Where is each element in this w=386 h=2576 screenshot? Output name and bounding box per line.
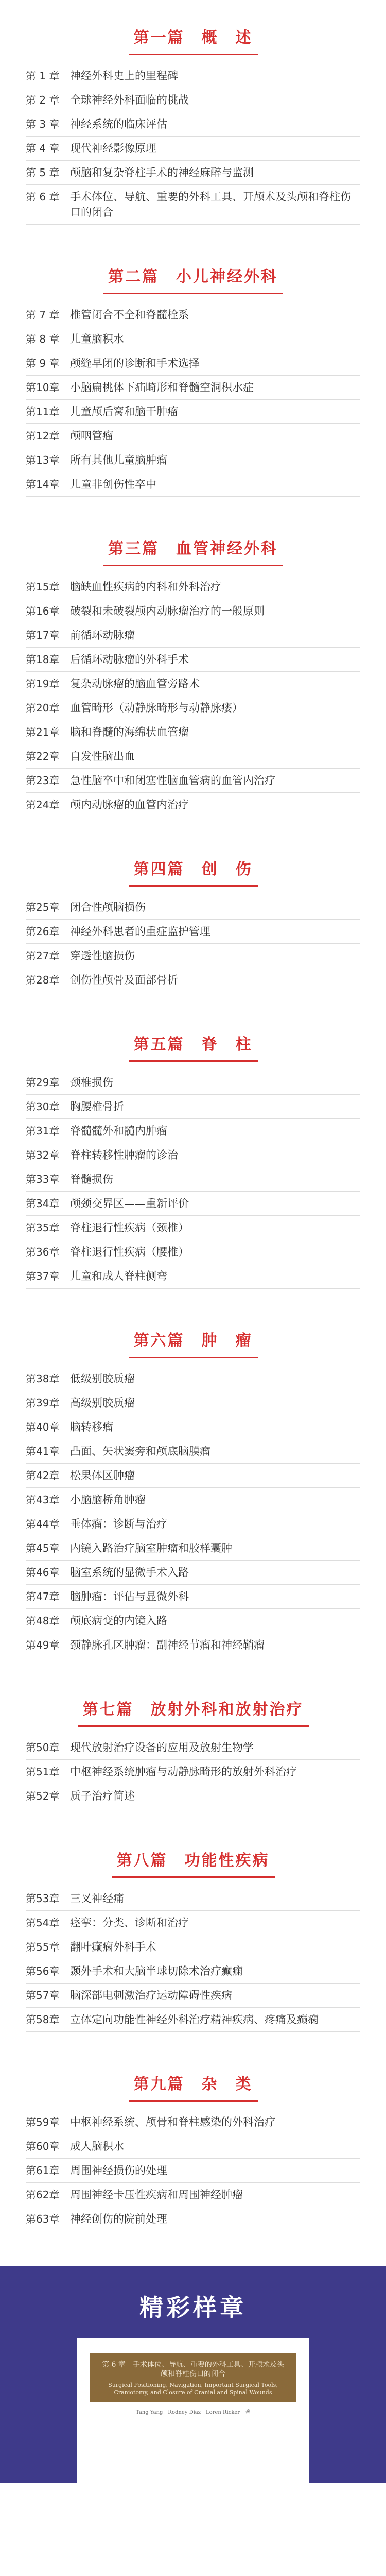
- sample-chapters-section: [0, 2266, 386, 2483]
- chapter-title: 脑和脊髓的海绵状血管瘤: [70, 726, 189, 738]
- chapter-number: 第 8 章: [26, 333, 60, 345]
- toc-part: [0, 260, 386, 497]
- chapter-row[interactable]: [26, 1561, 360, 1585]
- chapter-row[interactable]: [26, 1439, 360, 1464]
- chapter-title: 小脑扁桃体下疝畸形和脊髓空洞积水症: [70, 381, 254, 394]
- chapter-row[interactable]: [26, 968, 360, 992]
- toc-part: [0, 1843, 386, 2032]
- sample-page-preview[interactable]: [77, 2338, 309, 2483]
- chapter-title: 中枢神经系统肿瘤与动静脉畸形的放射外科治疗: [70, 1766, 297, 1778]
- part-heading: [0, 260, 386, 294]
- part-heading: [0, 1843, 386, 1877]
- chapter-number: 第28章: [26, 974, 60, 986]
- chapter-title: 脊髓损伤: [70, 1173, 113, 1185]
- chapter-row[interactable]: [26, 1911, 360, 1935]
- chapter-number: 第51章: [26, 1766, 60, 1778]
- chapter-title: 颅咽管瘤: [70, 430, 113, 442]
- chapter-title: 复杂动脉瘤的脑血管旁路术: [70, 677, 200, 690]
- chapter-list: [26, 1887, 360, 2032]
- chapter-title: 小脑脑桥角肿瘤: [70, 1494, 146, 1506]
- chapter-row[interactable]: [26, 1415, 360, 1439]
- chapter-number: 第23章: [26, 774, 60, 787]
- chapter-row[interactable]: [26, 1240, 360, 1264]
- chapter-row[interactable]: [26, 720, 360, 744]
- chapter-number: 第56章: [26, 1965, 60, 1977]
- chapter-title: 三叉神经痛: [70, 1892, 124, 1905]
- chapter-row[interactable]: [26, 1512, 360, 1536]
- chapter-number: 第 1 章: [26, 70, 60, 82]
- chapter-row[interactable]: [26, 2207, 360, 2231]
- chapter-title: 低级别胶质瘤: [70, 1372, 135, 1385]
- chapter-title: 周围神经卡压性疾病和周围神经肿瘤: [70, 2189, 243, 2201]
- chapter-title: 后循环动脉瘤的外科手术: [70, 653, 189, 666]
- chapter-row[interactable]: [26, 920, 360, 944]
- chapter-row[interactable]: [26, 2183, 360, 2207]
- part-title: 第九篇 杂 类: [129, 2067, 258, 2102]
- chapter-number: 第14章: [26, 478, 60, 490]
- chapter-row[interactable]: [26, 944, 360, 968]
- chapter-title: 闭合性颅脑损伤: [70, 901, 146, 913]
- toc-part: [0, 2067, 386, 2231]
- chapter-title: 儿童颅后窝和脑干肿瘤: [70, 405, 178, 418]
- chapter-title: 颈静脉孔区肿瘤：副神经节瘤和神经鞘瘤: [70, 1639, 265, 1651]
- chapter-number: 第12章: [26, 430, 60, 442]
- chapter-number: 第34章: [26, 1197, 60, 1210]
- chapter-row[interactable]: [26, 599, 360, 623]
- chapter-number: 第18章: [26, 653, 60, 666]
- chapter-row[interactable]: [26, 2159, 360, 2183]
- chapter-row[interactable]: [26, 623, 360, 648]
- chapter-title: 神经创伤的院前处理: [70, 2213, 167, 2225]
- part-heading: [0, 21, 386, 55]
- chapter-row[interactable]: [26, 1536, 360, 1561]
- chapter-title: 成人脑积水: [70, 2140, 124, 2153]
- chapter-title: 脑转移瘤: [70, 1421, 113, 1433]
- chapter-row[interactable]: [26, 1464, 360, 1488]
- samples-title: 精彩样章: [139, 2294, 247, 2321]
- chapter-row[interactable]: [26, 1736, 360, 1760]
- chapter-row[interactable]: [26, 303, 360, 327]
- chapter-row[interactable]: [26, 1609, 360, 1633]
- chapter-row[interactable]: [26, 1264, 360, 1289]
- chapter-number: 第35章: [26, 1222, 60, 1234]
- chapter-row[interactable]: [26, 2008, 360, 2032]
- chapter-number: 第16章: [26, 605, 60, 617]
- chapter-row[interactable]: [26, 1143, 360, 1167]
- chapter-list: [26, 1367, 360, 1657]
- part-heading: [0, 852, 386, 886]
- toc-part: [0, 1027, 386, 1289]
- chapter-row[interactable]: [26, 1167, 360, 1192]
- toc-part: [0, 1324, 386, 1657]
- chapter-row[interactable]: [26, 88, 360, 112]
- chapter-number: 第58章: [26, 2013, 60, 2026]
- chapter-row[interactable]: [26, 1095, 360, 1119]
- chapter-number: 第55章: [26, 1941, 60, 1953]
- chapter-number: 第61章: [26, 2164, 60, 2177]
- chapter-number: 第37章: [26, 1270, 60, 1282]
- chapter-list: [26, 575, 360, 817]
- chapter-number: 第 9 章: [26, 357, 60, 369]
- chapter-title: 手术体位、导航、重要的外科工具、开颅术及头颅和脊柱伤口的闭合: [70, 191, 351, 218]
- chapter-number: 第 5 章: [26, 166, 60, 179]
- chapter-title: 儿童和成人脊柱侧弯: [70, 1270, 167, 1282]
- chapter-row[interactable]: [26, 1192, 360, 1216]
- chapter-title: 破裂和未破裂颅内动脉瘤治疗的一般原则: [70, 605, 265, 617]
- chapter-row[interactable]: [26, 793, 360, 817]
- chapter-row[interactable]: [26, 696, 360, 720]
- chapter-title: 立体定向功能性神经外科治疗精神疾病、疼痛及癫痫: [70, 2013, 319, 2026]
- part-title: 第五篇 脊 柱: [129, 1027, 258, 1062]
- chapter-number: 第39章: [26, 1397, 60, 1409]
- chapter-number: 第63章: [26, 2213, 60, 2225]
- chapter-title: 颅脑和复杂脊柱手术的神经麻醉与监测: [70, 166, 254, 179]
- chapter-number: 第62章: [26, 2189, 60, 2201]
- chapter-title: 脑肿瘤：评估与显微外科: [70, 1590, 189, 1603]
- chapter-number: 第26章: [26, 925, 60, 938]
- sample-chapter-title-cn: 第 6 章 手术体位、导航、重要的外科工具、开颅术及头颅和脊柱伤口的闭合: [102, 2361, 284, 2378]
- chapter-number: 第30章: [26, 1100, 60, 1113]
- chapter-list: [26, 64, 360, 225]
- chapter-title: 神经外科史上的里程碑: [70, 70, 178, 82]
- chapter-title: 脊柱退行性疾病（腰椎）: [70, 1246, 189, 1258]
- chapter-number: 第 3 章: [26, 118, 60, 130]
- chapter-number: 第 2 章: [26, 94, 60, 106]
- chapter-number: 第49章: [26, 1639, 60, 1651]
- chapter-title: 翻叶癫痫外科手术: [70, 1941, 156, 1953]
- chapter-row[interactable]: [26, 400, 360, 424]
- chapter-title: 血管畸形（动静脉畸形与动静脉瘘）: [70, 702, 243, 714]
- chapter-title: 颅底病变的内镜入路: [70, 1615, 167, 1627]
- chapter-title: 质子治疗简述: [70, 1790, 135, 1802]
- chapter-number: 第57章: [26, 1989, 60, 2002]
- chapter-title: 儿童脑积水: [70, 333, 124, 345]
- chapter-row[interactable]: [26, 1760, 360, 1784]
- part-title: 第七篇 放射外科和放射治疗: [78, 1692, 309, 1727]
- chapter-title: 脑室系统的显微手术入路: [70, 1566, 189, 1579]
- chapter-number: 第36章: [26, 1246, 60, 1258]
- chapter-number: 第22章: [26, 750, 60, 762]
- part-title: 第二篇 小儿神经外科: [103, 260, 283, 294]
- chapter-title: 颅颈交界区——重新评价: [70, 1197, 189, 1210]
- chapter-title: 自发性脑出血: [70, 750, 135, 762]
- chapter-title: 脊髓髓外和髓内肿瘤: [70, 1125, 167, 1137]
- part-heading: [0, 1692, 386, 1726]
- part-title: 第六篇 肿 瘤: [129, 1324, 258, 1358]
- chapter-title: 脊柱退行性疾病（颈椎）: [70, 1222, 189, 1234]
- chapter-title: 穿透性脑损伤: [70, 950, 135, 962]
- chapter-title: 现代神经影像原理: [70, 142, 156, 155]
- toc-part: [0, 532, 386, 817]
- part-title: 第一篇 概 述: [129, 21, 258, 55]
- chapter-row[interactable]: [26, 1119, 360, 1143]
- chapter-title: 松果体区肿瘤: [70, 1469, 135, 1482]
- chapter-row[interactable]: [26, 2134, 360, 2159]
- chapter-title: 周围神经损伤的处理: [70, 2164, 167, 2177]
- chapter-number: 第19章: [26, 677, 60, 690]
- chapter-number: 第21章: [26, 726, 60, 738]
- chapter-number: 第53章: [26, 1892, 60, 1905]
- part-heading: [0, 1324, 386, 1358]
- chapter-list: [26, 2110, 360, 2231]
- chapter-title: 急性脑卒中和闭塞性脑血管病的血管内治疗: [70, 774, 275, 787]
- chapter-number: 第45章: [26, 1542, 60, 1554]
- chapter-title: 椎管闭合不全和脊髓栓系: [70, 309, 189, 321]
- chapter-title: 脑缺血性疾病的内科和外科治疗: [70, 581, 221, 593]
- chapter-row[interactable]: [26, 1887, 360, 1911]
- chapter-number: 第54章: [26, 1917, 60, 1929]
- chapter-title: 高级别胶质瘤: [70, 1397, 135, 1409]
- toc-part: [0, 852, 386, 992]
- chapter-number: 第50章: [26, 1741, 60, 1754]
- chapter-row[interactable]: [26, 137, 360, 161]
- sample-chapter-banner: [90, 2353, 296, 2402]
- part-title: 第三篇 血管神经外科: [103, 532, 283, 566]
- chapter-number: 第59章: [26, 2116, 60, 2128]
- chapter-row[interactable]: [26, 1367, 360, 1391]
- chapter-row[interactable]: [26, 2110, 360, 2134]
- chapter-row[interactable]: [26, 351, 360, 376]
- chapter-title: 颞外手术和大脑半球切除术治疗癫痫: [70, 1965, 243, 1977]
- chapter-number: 第47章: [26, 1590, 60, 1603]
- sample-chapter-title-en: Surgical Positioning, Navigation, Important Surgical Tools, Craniotomy, and Closure of Cranial and Spinal Wounds: [108, 2382, 278, 2396]
- chapter-row[interactable]: [26, 769, 360, 793]
- part-heading: [0, 532, 386, 566]
- chapter-title: 胸腰椎骨折: [70, 1100, 124, 1113]
- chapter-row[interactable]: [26, 895, 360, 920]
- chapter-number: 第52章: [26, 1790, 60, 1802]
- chapter-row[interactable]: [26, 1071, 360, 1095]
- chapter-row[interactable]: [26, 1959, 360, 1984]
- chapter-row[interactable]: [26, 472, 360, 497]
- chapter-list: [26, 303, 360, 497]
- chapter-row[interactable]: [26, 448, 360, 472]
- chapter-row[interactable]: [26, 1391, 360, 1415]
- chapter-title: 神经外科患者的重症监护管理: [70, 925, 210, 938]
- chapter-row[interactable]: [26, 1784, 360, 1808]
- chapter-title: 脊柱转移性肿瘤的诊治: [70, 1149, 178, 1161]
- chapter-row[interactable]: [26, 185, 360, 225]
- chapter-title: 全球神经外科面临的挑战: [70, 94, 189, 106]
- chapter-number: 第10章: [26, 381, 60, 394]
- chapter-row[interactable]: [26, 376, 360, 400]
- chapter-number: 第40章: [26, 1421, 60, 1433]
- chapter-number: 第 7 章: [26, 309, 60, 321]
- part-heading: [0, 1027, 386, 1061]
- chapter-row[interactable]: [26, 1216, 360, 1240]
- chapter-row[interactable]: [26, 648, 360, 672]
- chapter-number: 第44章: [26, 1518, 60, 1530]
- chapter-row[interactable]: [26, 1585, 360, 1609]
- chapter-number: 第27章: [26, 950, 60, 962]
- chapter-row[interactable]: [26, 327, 360, 351]
- chapter-row[interactable]: [26, 1984, 360, 2008]
- chapter-list: [26, 1071, 360, 1289]
- chapter-number: 第32章: [26, 1149, 60, 1161]
- chapter-number: 第 4 章: [26, 142, 60, 155]
- chapter-row[interactable]: [26, 1633, 360, 1657]
- chapter-number: 第15章: [26, 581, 60, 593]
- chapter-number: 第38章: [26, 1372, 60, 1385]
- chapter-number: 第24章: [26, 799, 60, 811]
- chapter-number: 第13章: [26, 454, 60, 466]
- chapter-list: [26, 1736, 360, 1808]
- chapter-row[interactable]: [26, 575, 360, 599]
- chapter-title: 痉挛：分类、诊断和治疗: [70, 1917, 189, 1929]
- chapter-row[interactable]: [26, 161, 360, 185]
- chapter-number: 第11章: [26, 405, 60, 418]
- chapter-number: 第43章: [26, 1494, 60, 1506]
- toc-part: [0, 21, 386, 225]
- chapter-number: 第17章: [26, 629, 60, 641]
- chapter-number: 第29章: [26, 1076, 60, 1089]
- chapter-title: 儿童非创伤性卒中: [70, 478, 156, 490]
- chapter-title: 颅缝早闭的诊断和手术选择: [70, 357, 200, 369]
- chapter-title: 所有其他儿童脑肿瘤: [70, 454, 167, 466]
- chapter-number: 第 6 章: [26, 191, 60, 203]
- chapter-row[interactable]: [26, 744, 360, 769]
- toc-part: [0, 1692, 386, 1808]
- chapter-row[interactable]: [26, 64, 360, 88]
- chapter-number: 第31章: [26, 1125, 60, 1137]
- chapter-row[interactable]: [26, 672, 360, 696]
- chapter-number: 第42章: [26, 1469, 60, 1482]
- chapter-title: 创伤性颅骨及面部骨折: [70, 974, 178, 986]
- chapter-title: 前循环动脉瘤: [70, 629, 135, 641]
- chapter-number: 第20章: [26, 702, 60, 714]
- chapter-title: 神经系统的临床评估: [70, 118, 167, 130]
- part-title: 第八篇 功能性疾病: [112, 1843, 275, 1878]
- chapter-row[interactable]: [26, 1935, 360, 1959]
- chapter-title: 凸面、矢状窦旁和颅底脑膜瘤: [70, 1445, 210, 1458]
- chapter-number: 第48章: [26, 1615, 60, 1627]
- chapter-title: 颅内动脉瘤的血管内治疗: [70, 799, 189, 811]
- part-heading: [0, 2067, 386, 2101]
- chapter-number: 第33章: [26, 1173, 60, 1185]
- chapter-title: 中枢神经系统、颅骨和脊柱感染的外科治疗: [70, 2116, 275, 2128]
- sample-chapter-authors: Tang Yang Rodney Diaz Loren Ricker 著: [135, 2410, 251, 2415]
- chapter-number: 第46章: [26, 1566, 60, 1579]
- chapter-row[interactable]: [26, 424, 360, 448]
- chapter-title: 垂体瘤：诊断与治疗: [70, 1518, 167, 1530]
- chapter-title: 颈椎损伤: [70, 1076, 113, 1089]
- chapter-title: 脑深部电刺激治疗运动障碍性疾病: [70, 1989, 232, 2002]
- chapter-number: 第41章: [26, 1445, 60, 1458]
- chapter-list: [26, 895, 360, 992]
- chapter-row[interactable]: [26, 112, 360, 137]
- chapter-number: 第60章: [26, 2140, 60, 2153]
- chapter-title: 现代放射治疗设备的应用及放射生物学: [70, 1741, 254, 1754]
- chapter-number: 第25章: [26, 901, 60, 913]
- chapter-row[interactable]: [26, 1488, 360, 1512]
- chapter-title: 内镜入路治疗脑室肿瘤和胶样囊肿: [70, 1542, 232, 1554]
- part-title: 第四篇 创 伤: [129, 852, 258, 887]
